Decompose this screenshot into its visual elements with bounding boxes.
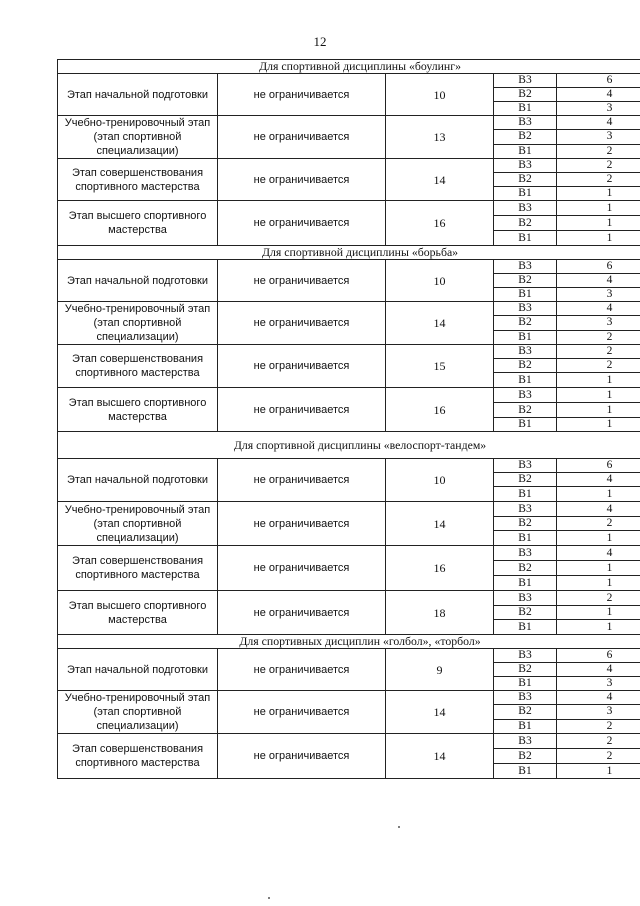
stage-name: Этап начальной подготовки <box>58 74 218 116</box>
table-row <box>58 74 640 88</box>
occupancy-count: 4 <box>557 691 640 705</box>
disability-category: В1 <box>494 576 557 591</box>
age-min: 14 <box>386 734 494 779</box>
disability-category: В2 <box>494 561 557 576</box>
table-row <box>58 201 640 216</box>
occupancy-count: 6 <box>557 649 640 663</box>
disability-category: В2 <box>494 359 557 373</box>
occupancy-count: 4 <box>557 473 640 487</box>
occupancy-count: 3 <box>557 130 640 144</box>
occupancy-count: 4 <box>557 302 640 316</box>
section-header-row <box>58 432 640 459</box>
stage-name: Этап высшего спортивного мастерства <box>58 591 218 635</box>
occupancy-count: 2 <box>557 173 640 187</box>
occupancy-count: 3 <box>557 677 640 691</box>
occupancy-count: 1 <box>557 403 640 418</box>
occupancy-count: 3 <box>557 288 640 302</box>
occupancy-count: 1 <box>557 576 640 591</box>
age-min: 14 <box>386 302 494 345</box>
age-limit-max: не ограничивается <box>218 116 386 159</box>
disability-category: В3 <box>494 691 557 705</box>
disability-category: В1 <box>494 144 557 158</box>
table-row <box>58 691 640 705</box>
age-limit-max: не ограничивается <box>218 502 386 546</box>
stage-name: Этап совершенствования спортивного мастерства <box>58 345 218 388</box>
occupancy-count: 3 <box>557 316 640 330</box>
age-min: 10 <box>386 459 494 502</box>
occupancy-count: 1 <box>557 531 640 546</box>
disability-category: В3 <box>494 201 557 216</box>
requirements-table <box>57 59 640 779</box>
disability-category: В1 <box>494 373 557 388</box>
disability-category: В3 <box>494 260 557 274</box>
disability-category: В1 <box>494 102 557 116</box>
occupancy-count: 1 <box>557 216 640 231</box>
disability-category: В3 <box>494 546 557 561</box>
disability-category: В2 <box>494 606 557 620</box>
disability-category: В2 <box>494 663 557 677</box>
disability-category: В2 <box>494 316 557 330</box>
disability-category: В3 <box>494 734 557 749</box>
page-number: 12 <box>313 34 327 49</box>
stage-name: Этап совершенствования спортивного мастерства <box>58 159 218 201</box>
disability-category: В1 <box>494 187 557 201</box>
disability-category: В1 <box>494 620 557 635</box>
age-min: 14 <box>386 502 494 546</box>
occupancy-count: 4 <box>557 274 640 288</box>
age-min: 16 <box>386 546 494 591</box>
table-row <box>58 302 640 316</box>
occupancy-count: 2 <box>557 159 640 173</box>
age-limit-max: не ограничивается <box>218 734 386 779</box>
disability-category: В3 <box>494 459 557 473</box>
occupancy-count: 1 <box>557 231 640 246</box>
disability-category: В1 <box>494 231 557 246</box>
disability-category: В2 <box>494 517 557 531</box>
age-min: 9 <box>386 649 494 691</box>
age-limit-max: не ограничивается <box>218 260 386 302</box>
stage-name: Этап совершенствования спортивного мастерства <box>58 546 218 591</box>
age-limit-max: не ограничивается <box>218 159 386 201</box>
occupancy-count: 4 <box>557 663 640 677</box>
age-limit-max: не ограничивается <box>218 74 386 116</box>
age-min: 16 <box>386 201 494 246</box>
disability-category: В1 <box>494 418 557 432</box>
disability-category: В1 <box>494 764 557 779</box>
disability-category: В2 <box>494 274 557 288</box>
occupancy-count: 4 <box>557 546 640 561</box>
disability-category: В2 <box>494 705 557 719</box>
occupancy-count: 2 <box>557 719 640 733</box>
section-title: Для спортивных дисциплин «голбол», «торбол» <box>58 635 640 649</box>
occupancy-count: 2 <box>557 591 640 606</box>
stage-name: Учебно-тренировочный этап (этап спортивной специализации) <box>58 116 218 159</box>
disability-category: В3 <box>494 74 557 88</box>
age-min: 15 <box>386 345 494 388</box>
age-limit-max: не ограничивается <box>218 691 386 734</box>
disability-category: В3 <box>494 502 557 517</box>
occupancy-count: 1 <box>557 187 640 201</box>
age-limit-max: не ограничивается <box>218 388 386 432</box>
stage-name: Этап начальной подготовки <box>58 459 218 502</box>
disability-category: В2 <box>494 473 557 487</box>
disability-category: В3 <box>494 116 557 130</box>
disability-category: В3 <box>494 302 557 316</box>
stage-name: Учебно-тренировочный этап (этап спортивной специализации) <box>58 691 218 734</box>
occupancy-count: 1 <box>557 764 640 779</box>
disability-category: В2 <box>494 173 557 187</box>
stage-name: Этап высшего спортивного мастерства <box>58 201 218 246</box>
occupancy-count: 2 <box>557 517 640 531</box>
disability-category: В3 <box>494 649 557 663</box>
age-limit-max: не ограничивается <box>218 459 386 502</box>
age-min: 10 <box>386 74 494 116</box>
scan-speck <box>398 826 400 828</box>
stage-name: Этап высшего спортивного мастерства <box>58 388 218 432</box>
age-min: 14 <box>386 159 494 201</box>
occupancy-count: 6 <box>557 459 640 473</box>
table-row <box>58 546 640 561</box>
table-row <box>58 591 640 606</box>
table-row <box>58 734 640 749</box>
table-row <box>58 260 640 274</box>
disability-category: В1 <box>494 288 557 302</box>
occupancy-count: 1 <box>557 606 640 620</box>
requirements-table-body <box>58 60 640 779</box>
occupancy-count: 2 <box>557 359 640 373</box>
stage-name: Этап начальной подготовки <box>58 260 218 302</box>
age-limit-max: не ограничивается <box>218 345 386 388</box>
disability-category: В2 <box>494 403 557 418</box>
stage-name: Учебно-тренировочный этап (этап спортивной специализации) <box>58 302 218 345</box>
table-row <box>58 459 640 473</box>
age-limit-max: не ограничивается <box>218 546 386 591</box>
disability-category: В3 <box>494 591 557 606</box>
occupancy-count: 2 <box>557 330 640 344</box>
disability-category: В2 <box>494 216 557 231</box>
disability-category: В3 <box>494 345 557 359</box>
age-limit-max: не ограничивается <box>218 201 386 246</box>
stage-name: Этап совершенствования спортивного мастерства <box>58 734 218 779</box>
disability-category: В2 <box>494 130 557 144</box>
section-header-row <box>58 60 640 74</box>
disability-category: В3 <box>494 159 557 173</box>
disability-category: В1 <box>494 531 557 546</box>
disability-category: В1 <box>494 487 557 502</box>
disability-category: В1 <box>494 677 557 691</box>
age-min: 16 <box>386 388 494 432</box>
section-title: Для спортивной дисциплины «борьба» <box>58 246 640 260</box>
section-title: Для спортивной дисциплины «велоспорт-тандем» <box>58 432 640 459</box>
age-min: 13 <box>386 116 494 159</box>
disability-category: В3 <box>494 388 557 403</box>
disability-category: В1 <box>494 719 557 733</box>
section-title: Для спортивной дисциплины «боулинг» <box>58 60 640 74</box>
occupancy-count: 1 <box>557 487 640 502</box>
table-row <box>58 649 640 663</box>
occupancy-count: 2 <box>557 345 640 359</box>
occupancy-count: 1 <box>557 418 640 432</box>
age-limit-max: не ограничивается <box>218 591 386 635</box>
section-header-row <box>58 246 640 260</box>
occupancy-count: 2 <box>557 144 640 158</box>
disability-category: В1 <box>494 330 557 344</box>
age-min: 18 <box>386 591 494 635</box>
section-header-row <box>58 635 640 649</box>
occupancy-count: 1 <box>557 201 640 216</box>
occupancy-count: 6 <box>557 74 640 88</box>
age-limit-max: не ограничивается <box>218 649 386 691</box>
stage-name: Учебно-тренировочный этап (этап спортивной специализации) <box>58 502 218 546</box>
occupancy-count: 4 <box>557 88 640 102</box>
table-row <box>58 502 640 517</box>
age-min: 14 <box>386 691 494 734</box>
occupancy-count: 2 <box>557 734 640 749</box>
occupancy-count: 4 <box>557 502 640 517</box>
occupancy-count: 4 <box>557 116 640 130</box>
occupancy-count: 1 <box>557 620 640 635</box>
occupancy-count: 2 <box>557 749 640 764</box>
table-row <box>58 159 640 173</box>
age-limit-max: не ограничивается <box>218 302 386 345</box>
occupancy-count: 1 <box>557 561 640 576</box>
occupancy-count: 6 <box>557 260 640 274</box>
table-row <box>58 345 640 359</box>
occupancy-count: 3 <box>557 705 640 719</box>
occupancy-count: 1 <box>557 388 640 403</box>
occupancy-count: 1 <box>557 373 640 388</box>
table-row <box>58 388 640 403</box>
disability-category: В2 <box>494 749 557 764</box>
table-row <box>58 116 640 130</box>
occupancy-count: 3 <box>557 102 640 116</box>
disability-category: В2 <box>494 88 557 102</box>
stage-name: Этап начальной подготовки <box>58 649 218 691</box>
age-min: 10 <box>386 260 494 302</box>
scan-speck <box>268 897 270 899</box>
